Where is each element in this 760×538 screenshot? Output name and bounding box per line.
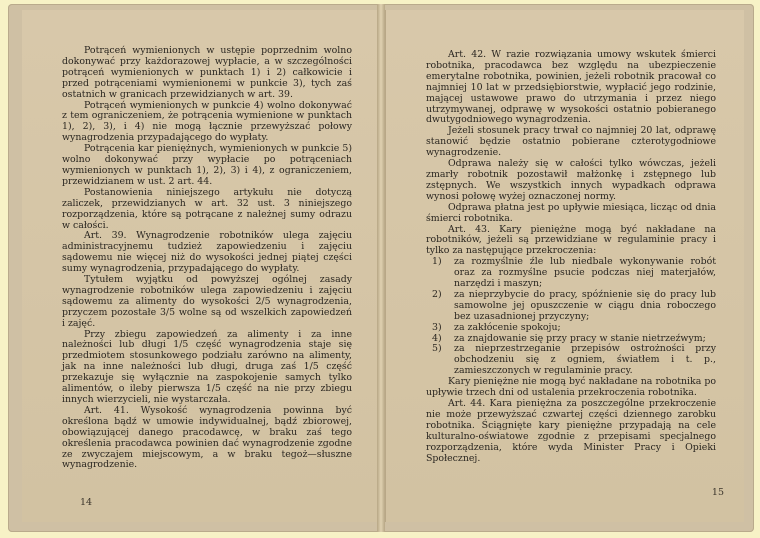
book-gutter — [377, 4, 385, 532]
article-43: Art. 43. Kary pieniężne mogą być nakładane na robotników, jeżeli są przewidziane w regulaminie pracy i tylko za następujące przekroczenia: — [426, 223, 716, 257]
article-41: Art. 41. Wysokość wynagrodzenia powinna być określona bądź w umowie indywidualnej, bądź zbiorowej, obowiązującej danego pracodawcę, w braku zaś tego określenia pracodawca powinien dać wynagrodzenie zgodne ze zwyczajem miejscowym, a w braku tegoż—słuszne wynagrodzenie. — [62, 404, 352, 471]
paragraph: Potrąceń wymienionych w ustępie poprzednim wolno dokonywać przy każdorazowej wypłacie, a w szczególności potrąceń wymienionych w punktach 1) i 2) całkowicie i przed potrąceniami wymienionemi w punkcie 3), tych zaś ostatnich w granicach przewidzianych w art. 39. — [62, 45, 352, 100]
list-text: za znajdowanie się przy pracy w stanie nietrzeźwym; — [454, 332, 706, 344]
paragraph: Odprawa płatna jest po upływie miesiąca, licząc od dnia śmierci robotnika. — [426, 201, 716, 224]
list-item — [426, 323, 716, 334]
list-text: za rozmyślnie źle lub niedbale wykonywanie robót oraz za rozmyślne psucie podczas niej materjałów, narzędzi i maszyn; — [454, 256, 716, 290]
list-text: za nieprzestrzeganie przepisów ostrożności przy obchodzeniu się z ogniem, światłem i t. p., zamieszczonych w regulaminie pracy. — [454, 343, 716, 377]
paragraph: Odprawa należy się w całości tylko wówczas, jeżeli zmarły robotnik pozostawił małżonkę i zstępnego lub zstępnych. We wszystkich innych wypadkach odprawa wynosi połowę wyżej oznaczonej normy. — [426, 158, 716, 202]
book-spread — [8, 4, 754, 532]
list-item — [426, 344, 716, 377]
paragraph: Kary pieniężne nie mogą być nakładane na robotnika po upływie trzech dni od ustalenia przekroczenia robotnika. — [426, 376, 716, 399]
paragraph: Postanowienia niniejszego artykułu nie dotyczą zaliczek, przewidzianych w art. 32 ust. 3 niniejszego rozporządzenia, które są potrącane z należnej sumy odrazu w całości. — [62, 186, 352, 231]
left-page-text — [62, 46, 352, 471]
list-item — [426, 257, 716, 290]
paragraph: Przy zbiegu zapowiedzeń za alimenty i za inne należności lub długi 1/5 część wynagrodzenia staje się przedmiotem stosunkowego podziału zarówno na alimenty, jak na inne należności lub długi, druga zaś 1/5 część przekazuje się wyłącznie na zaspokojenie samych tylko alimentów, o ileby pierwsza 1/5 część na nie przy zbiegu innych wierzycieli, nie wystarczała. — [62, 328, 352, 405]
article-42: Art. 42. W razie rozwiązania umowy wskutek śmierci robotnika, pracodawca bez względu na ubezpieczenie emerytalne robotnika, powinien, jeżeli robotnik pracował co najmniej 10 lat w przedsiębiorstwie, wypłacić jego rodzinie, mającej ustawowe prawo do utrzymania i przez niego utrzymywanej, odprawę w wysokości ostatnio pobieranego dwutygodniowego wynagrodzenia. — [426, 49, 716, 126]
list-number: 5) — [432, 343, 442, 355]
paragraph: Jeżeli stosunek pracy trwał co najmniej 20 lat, odprawę stanowić będzie ostatnio pobierane czterotygodniowe wynagrodzenie. — [426, 125, 716, 159]
list-item — [426, 290, 716, 323]
page-number-right: 15 — [711, 487, 724, 498]
list-number: 2) — [432, 288, 442, 300]
page-number-left: 14 — [80, 497, 93, 508]
left-page — [22, 10, 378, 522]
list-text: za nieprzybycie do pracy, spóźnienie się do pracy lub samowolne jej opuszczenie w ciągu dnia roboczego bez uzasadnionej przyczyny; — [454, 288, 716, 322]
article-39: Art. 39. Wynagrodzenie robotników ulega zajęciu administracyjnemu tudzież zapowiedzeniu i zajęciu sądowemu nie więcej niż do wysokości jednej piątej części sumy wynagrodzenia, przypadającego do wypłaty. — [62, 230, 352, 275]
offence-list — [426, 257, 716, 377]
list-text: za zakłócenie spokoju; — [454, 321, 561, 333]
right-page-text — [426, 50, 716, 464]
article-44: Art. 44. Kara pieniężna za poszczególne przekroczenie nie może przewyższać czwartej części dziennego zarobku robotnika. Ściągnięte kary pieniężne przypadają na cele kulturalno-oświatowe zgodnie z przepisami specjalnego rozporządzenia, które wyda Minister Pracy i Opieki Społecznej. — [426, 398, 716, 464]
paragraph: Potrącenia kar pieniężnych, wymienionych w punkcie 5) wolno dokonywać przy wypłacie po potrąceniach wymienionych w punktach 1), 2), 3) i 4), z ograniczeniem, przewidzianem w ust. 2 art. 44. — [62, 143, 352, 187]
list-number: 1) — [432, 256, 442, 268]
right-page — [385, 10, 744, 522]
paragraph: Potrąceń wymienionych w punkcie 4) wolno dokonywać z tem ograniczeniem, że potrącenia wymienione w punktach 1), 2), 3), i 4) nie mogą łącznie przewyższać połowy wynagrodzenia przypadającego do wypłaty. — [62, 99, 352, 144]
list-number: 3) — [432, 321, 442, 333]
list-number: 4) — [432, 332, 442, 344]
paragraph: Tytułem wyjątku od powyższej ogólnej zasady wynagrodzenie robotników ulega zapowiedzeniu i zajęciu sądowemu za alimenty do wysokości 2/5 wynagrodzenia, przyczem pozostałe 3/5 wolne są od wszelkich zapowiedzeń i zajęć. — [62, 274, 352, 329]
